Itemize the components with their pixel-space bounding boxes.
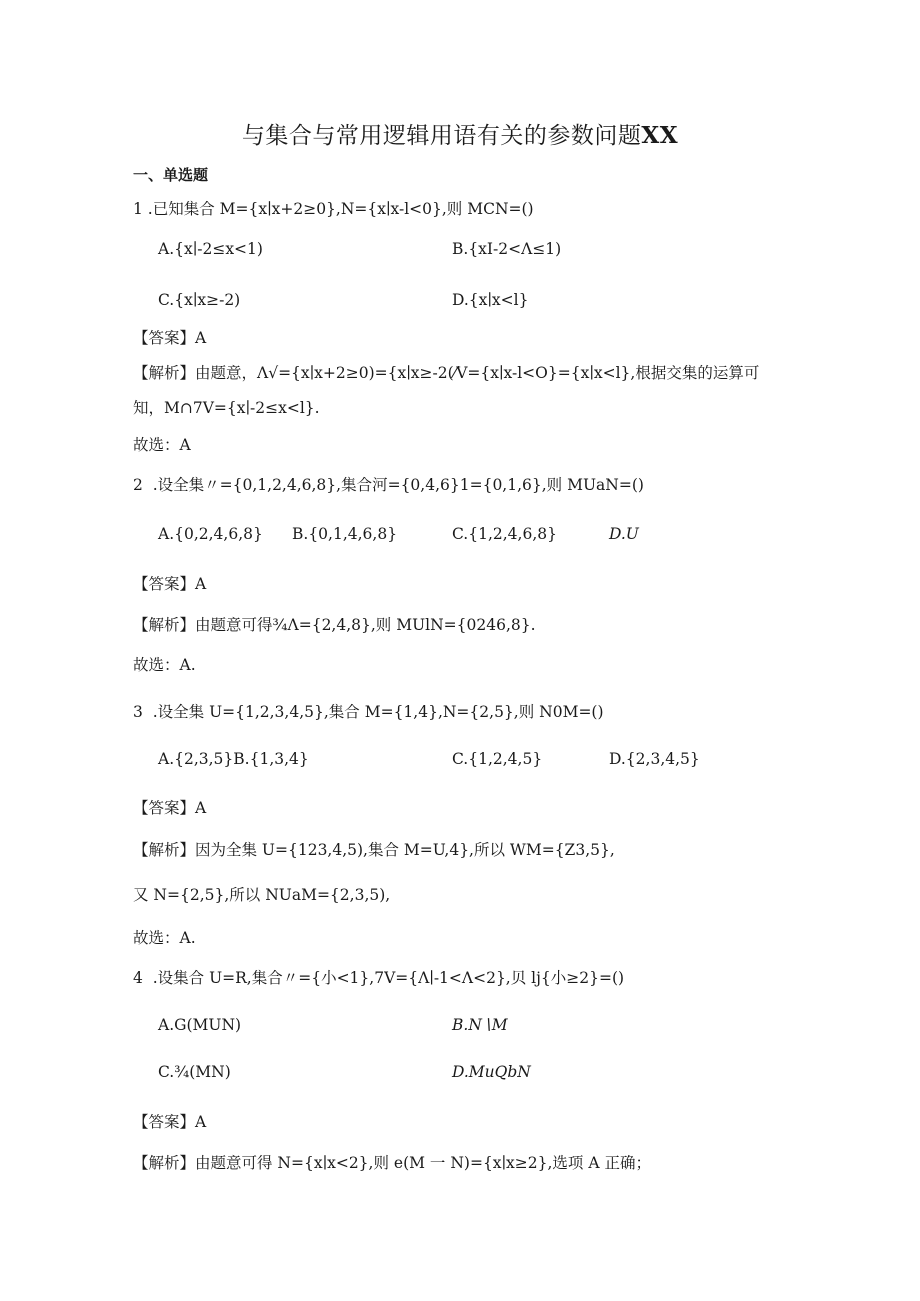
q1-explanation-line1: 【解析】由题意，Λ√={x∣x+2≥0)={x∣x≥-2(⁄V={x∣x-l<O}={x∣x<l},根据交集的运算可 (133, 364, 760, 382)
section-heading: 一、单选题 (133, 166, 209, 184)
q1-option-d: D.{x∣x<l} (452, 291, 529, 309)
q4-option-d: D.MuQbN (452, 1063, 531, 1081)
q3-stem: 3 .设全集 U={1,2,3,4,5},集合 M={1,4},N={2,5},则 N0M=() (133, 703, 604, 721)
q4-answer: 【答案】A (133, 1113, 207, 1131)
q1-choose: 故选：A (133, 436, 191, 454)
q2-option-b: B.{0,1,4,6,8} (292, 525, 398, 543)
q1-option-a: A.{x∣-2≤x<1) (158, 240, 263, 258)
q3-explanation-line1: 【解析】因为全集 U={123,4,5),集合 M=U,4},所以 WM={Z3,5}, (133, 841, 615, 859)
q3-choose: 故选：A. (133, 929, 196, 947)
q3-explanation-line2: 又 N={2,5},所以 NUaM={2,3,5), (133, 886, 391, 904)
title-suffix: XX (641, 122, 679, 149)
q2-option-a: A.{0,2,4,6,8} (158, 525, 263, 543)
q1-explanation-line2: 知，M∩7V={x∣-2≤x<l}. (133, 399, 320, 417)
q3-option-d: D.{2,3,4,5} (609, 750, 700, 768)
q1-option-c: C.{x∣x≥-2) (158, 291, 241, 309)
q2-stem: 2 .设全集〃={0,1,2,4,6,8},集合河={0,4,6}1={0,1,6},则 MUaN=() (133, 476, 644, 494)
q4-option-c: C.¾(MN) (158, 1063, 231, 1081)
title-text: 与集合与常用逻辑用语有关的参数问题 (241, 123, 642, 149)
q4-option-a: A.G(MUN) (158, 1016, 242, 1034)
q1-stem: 1 .已知集合 M={x∣x+2≥0},N={x∣x-l<0},则 MCN=() (133, 200, 534, 218)
q3-option-c: C.{1,2,4,5} (452, 750, 543, 768)
q2-answer: 【答案】A (133, 575, 207, 593)
page-title (0, 122, 920, 150)
q2-option-d: D.U (609, 525, 639, 543)
q1-option-b: B.{xI-2<Λ≤1) (452, 240, 562, 258)
q2-option-c: C.{1,2,4,6,8} (452, 525, 557, 543)
q2-choose: 故选：A. (133, 656, 196, 674)
q3-option-ab: A.{2,3,5}B.{1,3,4} (158, 750, 309, 768)
q2-explanation-line1: 【解析】由题意可得¾Λ={2,4,8},则 MUlN={0246,8}. (133, 616, 536, 634)
q4-explanation-line1: 【解析】由题意可得 N={x∣x<2},则 e(M 一 N)={x∣x≥2},选项 A 正确； (133, 1154, 651, 1172)
q3-answer: 【答案】A (133, 799, 207, 817)
q4-option-b: B.N∖M (452, 1016, 508, 1034)
q4-stem: 4 .设集合 U=R,集合〃={小<1},7V={Λ∣-1<Λ<2},贝 lj{小≥2}=() (133, 969, 625, 987)
q1-answer: 【答案】A (133, 329, 207, 347)
